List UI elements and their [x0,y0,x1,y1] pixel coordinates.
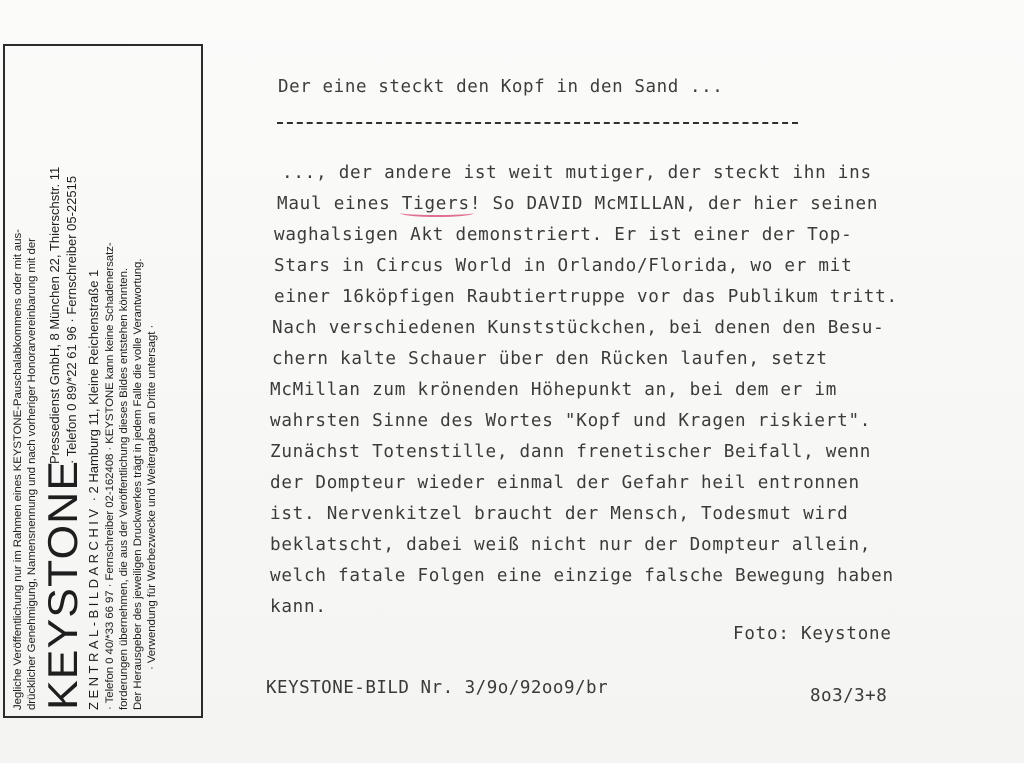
stamp-brand-info [46,167,80,464]
stamp-address-hamburg: · 2 Hamburg 11, Kleine Reichenstraße 1 [86,269,101,502]
caption-line: Stars in Circus World in Orlando/Florida, wo er mit [274,256,853,276]
stamp-line-3: · Telefon 0 40/*33 66 97 · Fernschreiber 02-162408 · KEYSTONE kann keine Schadenersatz- [104,242,116,710]
stamp-archiv-label: ZENTRAL-BILDARCHIV [86,505,101,710]
stamp-line-4: forderungen übernehmen, die aus der Veröffentlichung dieses Bildes entstehen könnten. [118,268,130,710]
caption-line: beklatscht, dabei weiß nicht nur der Dompteur allein, [270,535,872,555]
caption-line: kann. [270,597,327,617]
caption-line: ..., der andere ist weit mutiger, der steckt ihn ins [282,163,872,183]
underlined-word: Tigers [401,194,470,214]
keystone-stamp-text [5,50,201,718]
stamp-line-5: Der Herausgeber des jeweiligen Druckwerkes trägt in jedem Falle die volle Verantwortung. [132,258,144,710]
stamp-line-2: drücklicher Genehmigung, Namensnennung und nach vorheriger Honorarvereinbarung mit der [26,238,38,710]
bild-number: KEYSTONE-BILD Nr. 3/9o/92oo9/br [266,678,609,698]
caption-heading: Der eine steckt den Kopf in den Sand ... [278,77,724,97]
keystone-stamp [3,44,203,718]
caption-line: McMillan zum krönenden Höhepunkt an, bei dem er im [270,380,838,400]
archive-code: 8o3/3+8 [810,686,888,706]
stamp-line-6: · Verwendung für Werbezwecke und Weitergabe an Dritte untersagt · [146,324,158,670]
caption-line: waghalsigen Akt demonstriert. Er ist einer der Top- [274,225,853,245]
caption-line: Zunächst Totenstille, dann frenetischer Beifall, wenn [270,442,872,462]
caption-body [270,158,1010,623]
heading-divider [277,122,798,124]
caption-line: ist. Nervenkitzel braucht der Mensch, Todesmut wird [270,504,849,524]
caption-line: wahrsten Sinne des Wortes "Kopf und Kragen riskiert". [270,411,872,431]
stamp-line-1: Jegliche Veröffentlichung nur im Rahmen eines KEYSTONE-Pauschalabkommens oder mit aus- [12,229,24,710]
caption-line: chern kalte Schauer über den Rücken laufen, setzt [272,349,828,369]
caption-text: ! So DAVID McMILLAN, der hier seinen [469,194,879,214]
stamp-address-munich: Pressedienst GmbH, 8 München 22, Thierschstr. 11 [47,166,62,465]
caption-line: der Dompteur wieder einmal der Gefahr heil entronnen [270,473,860,493]
caption-line [277,189,1010,220]
stamp-archiv-row [85,56,103,710]
caption-line: einer 16köpfigen Raubtiertruppe vor das Publikum tritt. [274,287,898,307]
caption-line: Nach verschiedenen Kunststückchen, bei denen den Besu- [272,318,885,338]
stamp-phone-munich: · Telefon 0 89/*22 61 96 · Fernschreiber 05-22515 [64,175,79,465]
keystone-logo: KEYSTONE [39,459,86,710]
stamp-brand-row [41,56,85,710]
caption-line: welch fatale Folgen eine einzige falsche Bewegung haben [270,566,894,586]
photo-credit: Foto: Keystone [733,624,892,644]
caption-text: Maul eines [277,194,402,214]
